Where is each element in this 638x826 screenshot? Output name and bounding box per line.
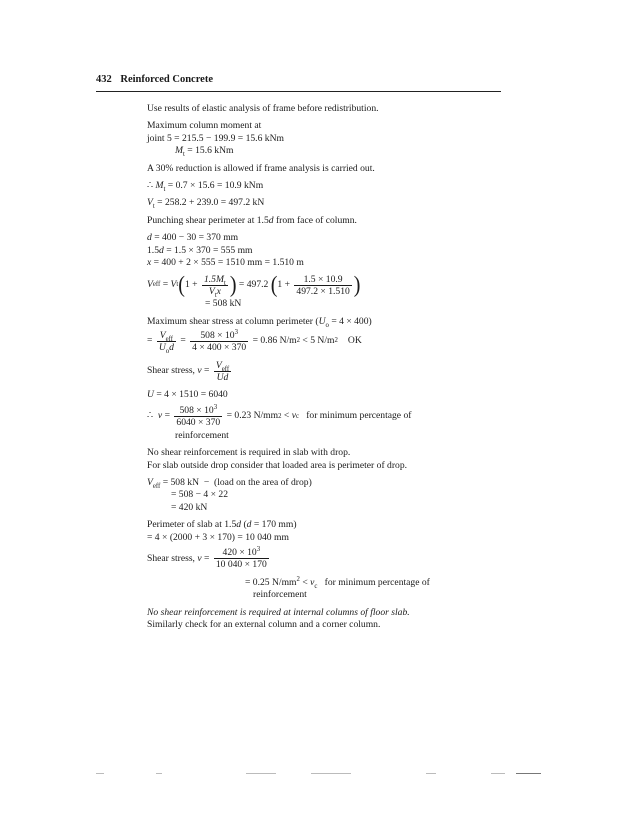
text-line: joint 5 = 215.5 − 199.9 = 15.6 kNm <box>147 132 284 144</box>
text-line: A 30% reduction is allowed if frame analysis is carried out. <box>147 162 375 174</box>
text-line: 1.5d = 1.5 × 370 = 555 mm <box>147 244 253 256</box>
text-line: = 508 − 4 × 22 <box>171 489 229 501</box>
equation-veff: V eff = V t ( 1 + $\frac{1.5M_t}{V_tx}$ ) = 497.2 ( 1 + $\frac{1.5 \times 10.9}{497.2 \times 1.510}$ ) <box>147 272 361 299</box>
text-line: Maximum column moment at <box>147 120 262 132</box>
text-line: = 4 × (2000 + 3 × 170) = 10 040 mm <box>147 531 289 543</box>
text-line: = 508 kN <box>205 298 242 310</box>
page-number: 432 <box>96 74 112 85</box>
header-rule <box>96 91 501 92</box>
running-header <box>96 74 501 85</box>
equation-slab-shear: Shear stress, v = $\frac{420 \times 10^3}{10 040 \times 170}$ <box>147 546 267 571</box>
text-line: $V_{eff} = 508$ kN − (load on the area of drop) <box>147 476 312 490</box>
equation-v-value: ∴ v = $\frac{508 \times 10^3}{6040 \times 370}$ = 0.23 N/mm 2 < v c for minimum percentage of <box>147 404 412 429</box>
text-line: U = 4 × 1510 = 6040 <box>147 389 228 401</box>
text-line: ∴ $M_t = 0.7 \times 15.6 = 10.9$ kNm <box>147 180 264 193</box>
text-line: Maximum shear stress at column perimeter $(U_o = 4 \times 400)$ <box>147 315 372 329</box>
text-line: reinforcement <box>175 429 229 441</box>
text-line: Punching shear perimeter at 1.5d from face of column. <box>147 214 357 226</box>
body-text <box>147 103 501 632</box>
running-title: Reinforced Concrete <box>120 74 213 85</box>
text-line: No shear reinforcement is required in slab with drop. <box>147 447 351 459</box>
text-line: Use results of elastic analysis of frame before redistribution. <box>147 103 379 114</box>
text-line: reinforcement <box>253 589 307 601</box>
text-line: x = 400 + 2 × 555 = 1510 mm = 1.510 m <box>147 257 304 269</box>
text-line: Perimeter of slab at 1.5d (d = 170 mm) <box>147 519 297 531</box>
equation-max-shear: = $\frac{V_{eff}}{U_od}$ = $\frac{508 \times 10^3}{4 \times 400 \times 370}$ = 0.86 N/m 2 < 5 N/m 2 OK <box>147 328 362 355</box>
text-line: d = 400 − 30 = 370 mm <box>147 232 239 244</box>
conclusion-line: No shear reinforcement is required at internal columns of floor slab. <box>147 606 410 618</box>
text-line: $V_t = 258.2 + 239.0 = 497.2$ kN <box>147 197 265 211</box>
equation-shear-stress: Shear stress, v = $\frac{V_{eff}}{Ud}$ <box>147 359 230 383</box>
text-line: = 0.25 $N/mm^2 < v_c$ for minimum percentage of <box>245 575 430 590</box>
text-line: = 420 kN <box>171 501 208 513</box>
text-line: For slab outside drop consider that loaded area is perimeter of drop. <box>147 459 408 471</box>
text-line: Similarly check for an external column and a corner column. <box>147 619 381 631</box>
scan-artifacts <box>96 773 541 775</box>
text-line: $M_t = 15.6$ kNm <box>175 145 234 159</box>
